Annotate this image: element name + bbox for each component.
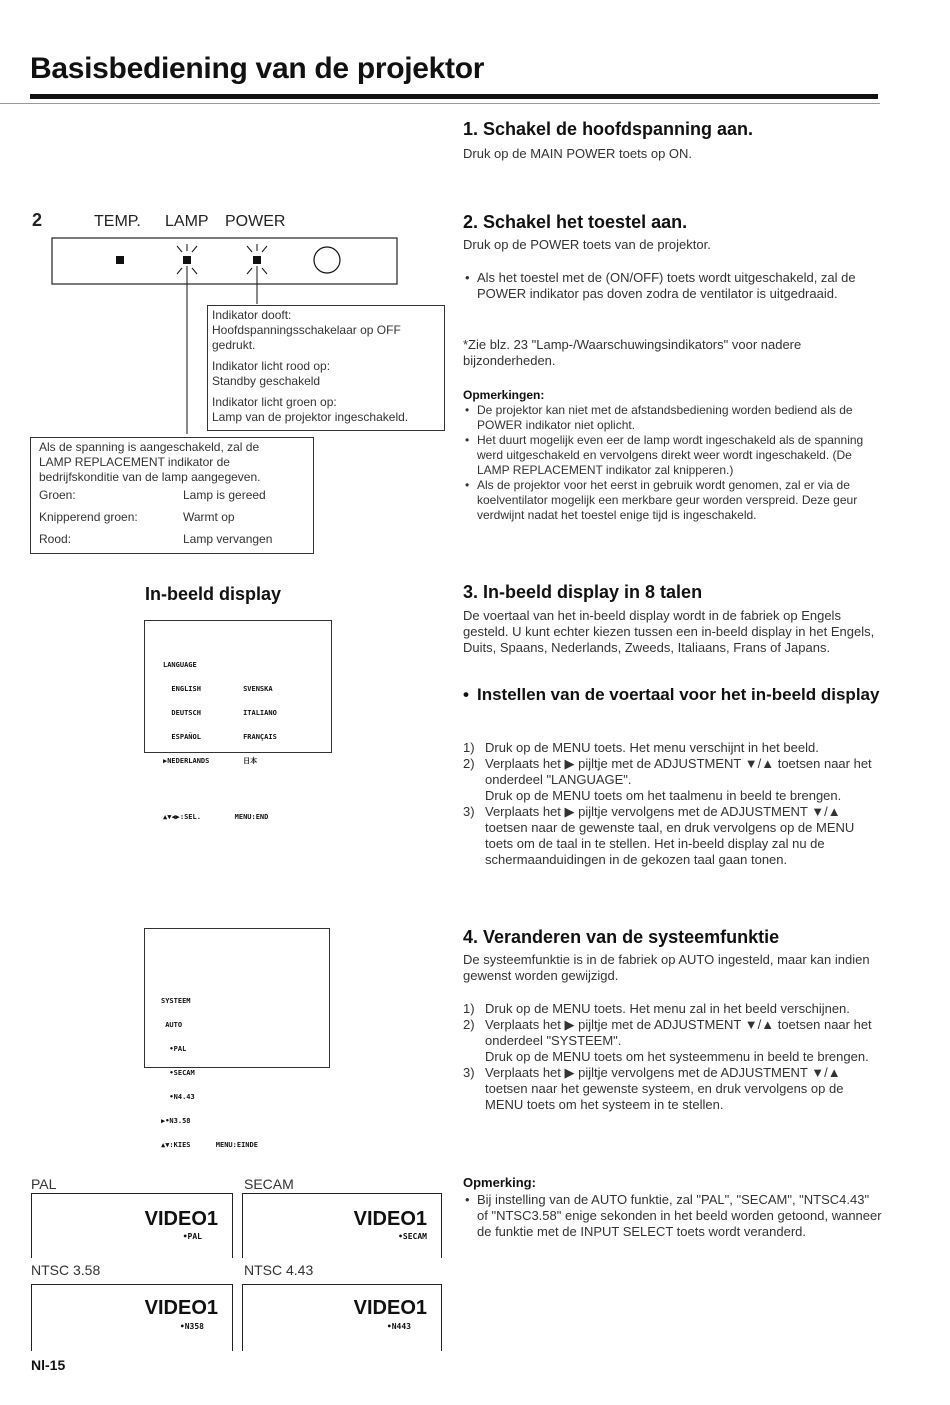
- system-osd-screen: [144, 928, 330, 1149]
- osd-line: ▶NEDERLANDS 日本: [163, 757, 258, 765]
- temp-indicator-icon: [116, 256, 124, 264]
- screen-label-ntsc443: NTSC 4.43: [244, 1262, 314, 1278]
- list-item: 1) Druk op de MENU toets. Het menu verschijnt in het beeld.: [463, 740, 819, 755]
- diagram-number: 2: [32, 210, 43, 230]
- indicator-explanation-box: [207, 305, 445, 431]
- osd-line: ENGLISH SVENSKA: [163, 685, 273, 693]
- step4-heading: 4. Veranderen van de systeemfunktie: [463, 927, 780, 947]
- step1-text: Druk op de MAIN POWER toets op ON.: [463, 146, 693, 161]
- lamp-meaning: Lamp vervangen: [183, 532, 273, 546]
- step3-text: De voertaal van het in-beeld display wordt in de fabriek op Engels gesteld. U kunt echter kiezen tussen een in-beeld display in het Engels, Duits, Spaans, Nederlands, Zweeds, Italiaans, Frans of Japans.: [463, 608, 875, 655]
- screen-label-ntsc358: NTSC 3.58: [31, 1262, 101, 1278]
- list-item: • Bij instelling van de AUTO funktie, zal "PAL", "SECAM", "NTSC4.43" of "NTSC3.58" enige sekonden in het beeld worden getoond, wanneer de funktie met de INPUT SELECT toets wordt veranderd.: [463, 1192, 883, 1240]
- osd-line: ESPAÑOL FRANÇAIS: [163, 733, 277, 741]
- lamp-intro-text: bedrijfskonditie van de lamp aangegeven.: [39, 470, 261, 484]
- power-indicator-icon: [247, 244, 267, 304]
- lamp-state: Rood:: [39, 532, 72, 546]
- screen-title: VIDEO1: [144, 1208, 218, 1230]
- osd-line: LANGUAGE: [163, 661, 197, 669]
- lamp-intro-text: LAMP REPLACEMENT indikator de: [39, 455, 230, 469]
- lamp-meaning: Warmt op: [183, 510, 235, 524]
- remark-heading: Opmerking:: [463, 1175, 536, 1190]
- page-number: Nl-15: [31, 1357, 66, 1373]
- label-lamp: LAMP: [165, 213, 209, 230]
- osd-line: •N4.43: [161, 1093, 195, 1101]
- indicator-text: Lamp van de projektor ingeschakeld.: [212, 410, 409, 424]
- indicator-text: Indikator licht groen op:: [212, 395, 337, 409]
- list-item: 3) Verplaats het ▶ pijltje vervolgens met de ADJUSTMENT ▼/▲ toetsen naar het gewenste systeem, en druk vervolgens op de MENU toets om het systeem in te stellen.: [463, 1065, 844, 1112]
- list-item: • Als de projektor voor het eerst in gebruik wordt genomen, zal er via de koelventilator mogelijk een merkbare geur worden verspreid. Deze geur verdwijnt nadat het toestel enige tijd is ingeschakeld.: [463, 478, 883, 523]
- screen-subtitle: •SECAM: [398, 1232, 427, 1241]
- screen-title: VIDEO1: [353, 1297, 427, 1319]
- list-item: 3) Verplaats het ▶ pijltje vervolgens met de ADJUSTMENT ▼/▲ toetsen naar de gewenste taal, en druk vervolgens op de MENU toets om de taal in te stellen. Het in-beeld display zal nu de schermaanduidingen in de gekozen taal gaan tonen.: [463, 804, 855, 867]
- osd-line: SYSTEEM: [161, 997, 191, 1005]
- indicator-text: gedrukt.: [212, 338, 256, 352]
- power-button-icon: [314, 247, 340, 273]
- panel-outline: [52, 238, 397, 284]
- list-item: • De projektor kan niet met de afstandsbediening worden bediend als de POWER indikator niet oplicht.: [463, 403, 883, 433]
- screen-title: VIDEO1: [144, 1297, 218, 1319]
- step4-steps: [463, 1001, 883, 1113]
- remarks-list: [463, 403, 883, 523]
- screen-secam: [242, 1193, 442, 1258]
- indicator-text: Hoofdspanningsschakelaar op OFF: [212, 323, 401, 337]
- screen-subtitle: •N358: [179, 1322, 204, 1331]
- page-title: Basisbediening van de projektor: [30, 52, 485, 85]
- screen-label-secam: SECAM: [244, 1176, 294, 1192]
- osd-line: ▲▼◀▶:SEL. MENU:END: [163, 813, 269, 821]
- list-item: • Het duurt mogelijk even eer de lamp wordt ingeschakeld als de spanning werd uitgeschakeld en vervolgens direkt weer wordt ingeschakeld. (De LAMP REPLACEMENT indikator zal knipperen.): [463, 433, 883, 478]
- language-osd-screen: [144, 620, 332, 821]
- list-item: • Als het toestel met de (ON/OFF) toets wordt uitgeschakeld, zal de POWER indikator pas doven zodra de ventilator is uitgedraaid.: [463, 270, 883, 302]
- list-item: 2) Verplaats het ▶ pijltje met de ADJUSTMENT ▼/▲ toetsen naar het onderdeel "LANGUAGE". Druk op de MENU toets om het taalmenu in beeld te brengen.: [463, 756, 872, 803]
- osd-line: •PAL: [161, 1045, 187, 1053]
- step3-subheading: • Instellen van de voertaal voor het in-beeld display: [463, 685, 880, 704]
- step2-bullets: [463, 270, 883, 302]
- screen-subtitle: •PAL: [182, 1232, 202, 1241]
- lamp-intro-text: Als de spanning is aangeschakeld, zal de: [39, 440, 260, 454]
- indicator-text: Indikator dooft:: [212, 308, 292, 322]
- screen-ntsc358: [31, 1284, 233, 1351]
- screen-pal: [31, 1193, 233, 1258]
- list-item: 2) Verplaats het ▶ pijltje met de ADJUSTMENT ▼/▲ toetsen naar het onderdeel "SYSTEEM". Druk op de MENU toets om het systeemmenu in beeld te brengen.: [463, 1017, 872, 1064]
- osd-line: ▶•N3.58: [161, 1117, 191, 1125]
- inbeeld-heading: In-beeld display: [145, 584, 282, 604]
- osd-line: AUTO: [161, 1021, 183, 1029]
- step3-steps: [463, 740, 883, 868]
- remarks-heading: Opmerkingen:: [463, 388, 545, 402]
- lamp-state: Knipperend groen:: [39, 510, 138, 524]
- remark-list: [463, 1192, 883, 1240]
- lamp-state: Groen:: [39, 488, 76, 502]
- step2-heading: 2. Schakel het toestel aan.: [463, 212, 688, 232]
- indicator-text: Indikator licht rood op:: [212, 359, 331, 373]
- lamp-meaning: Lamp is gereed: [183, 488, 266, 502]
- label-power: POWER: [225, 213, 286, 230]
- screen-title: VIDEO1: [353, 1208, 427, 1230]
- step3-heading: 3. In-beeld display in 8 talen: [463, 582, 703, 602]
- title-rule: [30, 94, 878, 99]
- indicator-text: Standby geschakeld: [212, 374, 321, 388]
- title-rule-thin: [0, 103, 880, 104]
- lamp-indicator-icon: [177, 244, 197, 316]
- step2-text: Druk op de POWER toets van de projektor.: [463, 237, 711, 252]
- lamp-replacement-box: [30, 437, 314, 554]
- osd-line: •SECAM: [161, 1069, 195, 1077]
- list-item: 1) Druk op de MENU toets. Het menu zal in het beeld verschijnen.: [463, 1001, 850, 1016]
- screen-label-pal: PAL: [31, 1176, 57, 1192]
- label-temp: TEMP.: [94, 213, 141, 230]
- screen-subtitle: •N443: [386, 1322, 411, 1331]
- osd-line: DEUTSCH ITALIANO: [163, 709, 277, 717]
- step1-heading: 1. Schakel de hoofdspanning aan.: [463, 119, 754, 139]
- screen-ntsc443: [242, 1284, 442, 1351]
- step4-text: De systeemfunktie is in de fabriek op AUTO ingesteld, maar kan indien gewenst worden gewijzigd.: [463, 952, 870, 983]
- step2-note: *Zie blz. 23 "Lamp-/Waarschuwingsindikators" voor nadere bijzonderheden.: [463, 337, 802, 368]
- osd-line: ▲▼:KIES MENU:EINDE: [161, 1141, 258, 1149]
